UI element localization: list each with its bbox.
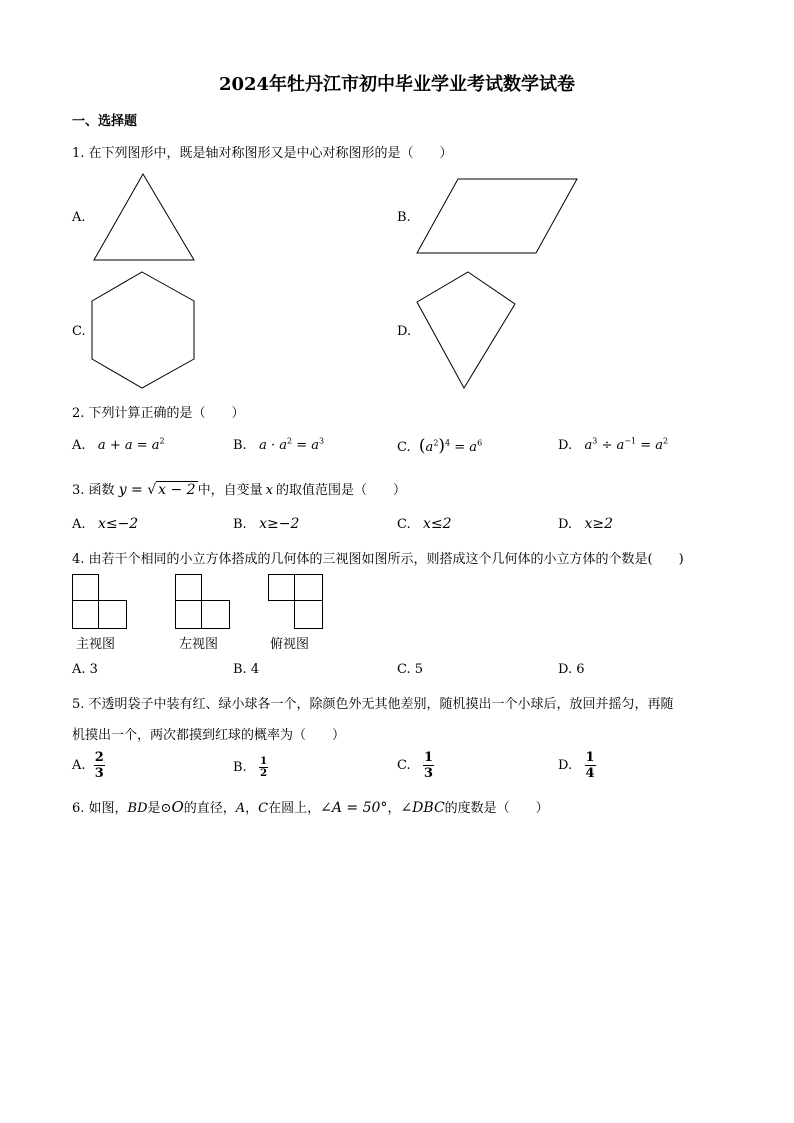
q1-option-c-label[interactable]: C. [72,324,86,339]
q1-option-d-label[interactable]: D. [397,324,412,339]
q3-stem-end: 的取值范围是（ ） [275,483,406,498]
left-view-diagram [175,574,233,630]
q2-option-d-expr: $a^3 \div a^{-1} = a^2$ [576,436,669,453]
q5-option-d[interactable] [558,750,596,781]
q4-option-d[interactable]: D. 6 [558,662,585,677]
q5-option-c-numerator: 1 [424,750,434,765]
q3-option-b-expr: x≥−2 [259,516,300,532]
q3-option-d[interactable] [558,516,613,532]
q5-option-c-fraction [423,750,434,781]
q5-option-b-denominator: 2 [260,768,268,779]
front-view-diagram [72,574,130,630]
q6-angle-a: ∠A = 50° [320,800,388,816]
hexagon-icon [88,268,198,393]
question-5-line-2: 机摸出一个，两次都摸到红球的概率为（ ） [72,728,346,743]
q6-o: O [171,798,184,816]
left-view-label: 左视图 [179,637,219,652]
q3-stem-pre: 3. 函数 [72,483,115,498]
q5-option-b-label: B. [233,760,247,775]
question-1-stem: 1. 在下列图形中，既是轴对称图形又是中心对称图形的是（ ） [72,146,453,161]
top-view-label: 俯视图 [270,637,310,652]
question-2-stem: 2. 下列计算正确的是（ ） [72,406,245,421]
q6-part-4: ， [245,801,259,816]
page-title: 2024年牡丹江市初中毕业学业考试数学试卷 [218,74,576,95]
q5-option-d-fraction [585,750,596,781]
q5-option-a-denominator: 3 [94,766,104,781]
q5-option-c-denominator: 3 [424,766,434,781]
q5-option-b-fraction [259,756,268,779]
q3-option-a[interactable] [72,516,138,532]
q2-option-c-expr: $(a^2)^4 = a^6$ [418,436,483,456]
q6-c: C [258,801,269,816]
q3-function-expr: y = √ x − 2 [118,482,196,498]
q5-option-a[interactable] [72,750,105,781]
q3-option-b[interactable] [233,516,299,532]
q6-part-6: ， [387,801,401,816]
q3-option-d-label: D. [558,517,573,532]
q3-option-a-expr: x≤−2 [97,516,139,532]
q2-option-d-label: D. [558,438,573,453]
q2-option-b-expr: $a \cdot a^2 = a^3$ [250,436,325,453]
q6-part-5: 在圆上， [268,801,321,816]
q5-option-d-numerator: 1 [585,750,595,765]
q6-part-7: 的度数是（ ） [444,801,549,816]
q5-option-a-fraction [94,750,105,781]
q3-option-b-label: B. [233,517,247,532]
question-6-stem [72,797,549,816]
kite-icon [413,268,523,393]
q1-option-a-label[interactable]: A. [72,210,86,225]
q5-option-d-label: D. [558,758,573,773]
parallelogram-icon [412,174,582,259]
q2-option-a[interactable] [72,438,165,453]
q3-stem-var: x [265,483,273,498]
question-5-line-1: 5. 不透明袋子中装有红、绿小球各一个，除颜色外无其他差别，随机摸出一个小球后，放回并摇匀，再随 [72,697,674,712]
q2-option-b[interactable] [233,438,324,453]
q2-option-c[interactable] [397,436,482,456]
q4-option-c[interactable]: C. 5 [397,662,424,677]
q6-angle-dbc: ∠DBC [400,800,445,816]
q5-option-a-label: A. [72,758,86,773]
q2-option-a-expr: $a + a = a^2$ [89,436,165,453]
q6-a: A [235,801,246,816]
q4-option-b[interactable]: B. 4 [233,662,260,677]
q6-part-2: 是⊙ [147,801,172,816]
q3-option-d-expr: x≥2 [584,516,614,532]
section-heading: 一、选择题 [72,114,138,129]
q6-part-1: 6. 如图， [72,801,128,816]
q5-option-a-numerator: 2 [94,750,104,765]
q3-option-a-label: A. [72,517,86,532]
q1-option-b-label[interactable]: B. [397,210,411,225]
q5-option-b[interactable] [233,756,268,779]
top-view-diagram [268,574,326,630]
q3-stem-post: 中，自变量 [197,483,263,498]
q3-option-c-expr: x≤2 [423,516,452,532]
q2-option-c-label: C. [397,440,411,455]
q5-option-b-numerator: 1 [260,756,268,767]
q6-bd: BD [127,801,148,816]
front-view-label: 主视图 [76,637,116,652]
q2-option-d[interactable] [558,438,668,453]
q6-part-3: 的直径， [183,801,236,816]
q5-option-c[interactable] [397,750,434,781]
question-4-stem: 4. 由若干个相同的小立方体搭成的几何体的三视图如图所示，则搭成这个几何体的小立方体的个数是( ) [72,552,684,567]
triangle-icon [90,170,200,265]
q4-option-a[interactable]: A. 3 [72,662,98,677]
q2-option-a-label: A. [72,438,86,453]
q2-option-b-label: B. [233,438,247,453]
question-3-stem [72,479,406,498]
q3-option-c-label: C. [397,517,411,532]
q3-option-c[interactable] [397,516,452,532]
q5-option-d-denominator: 4 [585,766,595,781]
q5-option-c-label: C. [397,758,411,773]
